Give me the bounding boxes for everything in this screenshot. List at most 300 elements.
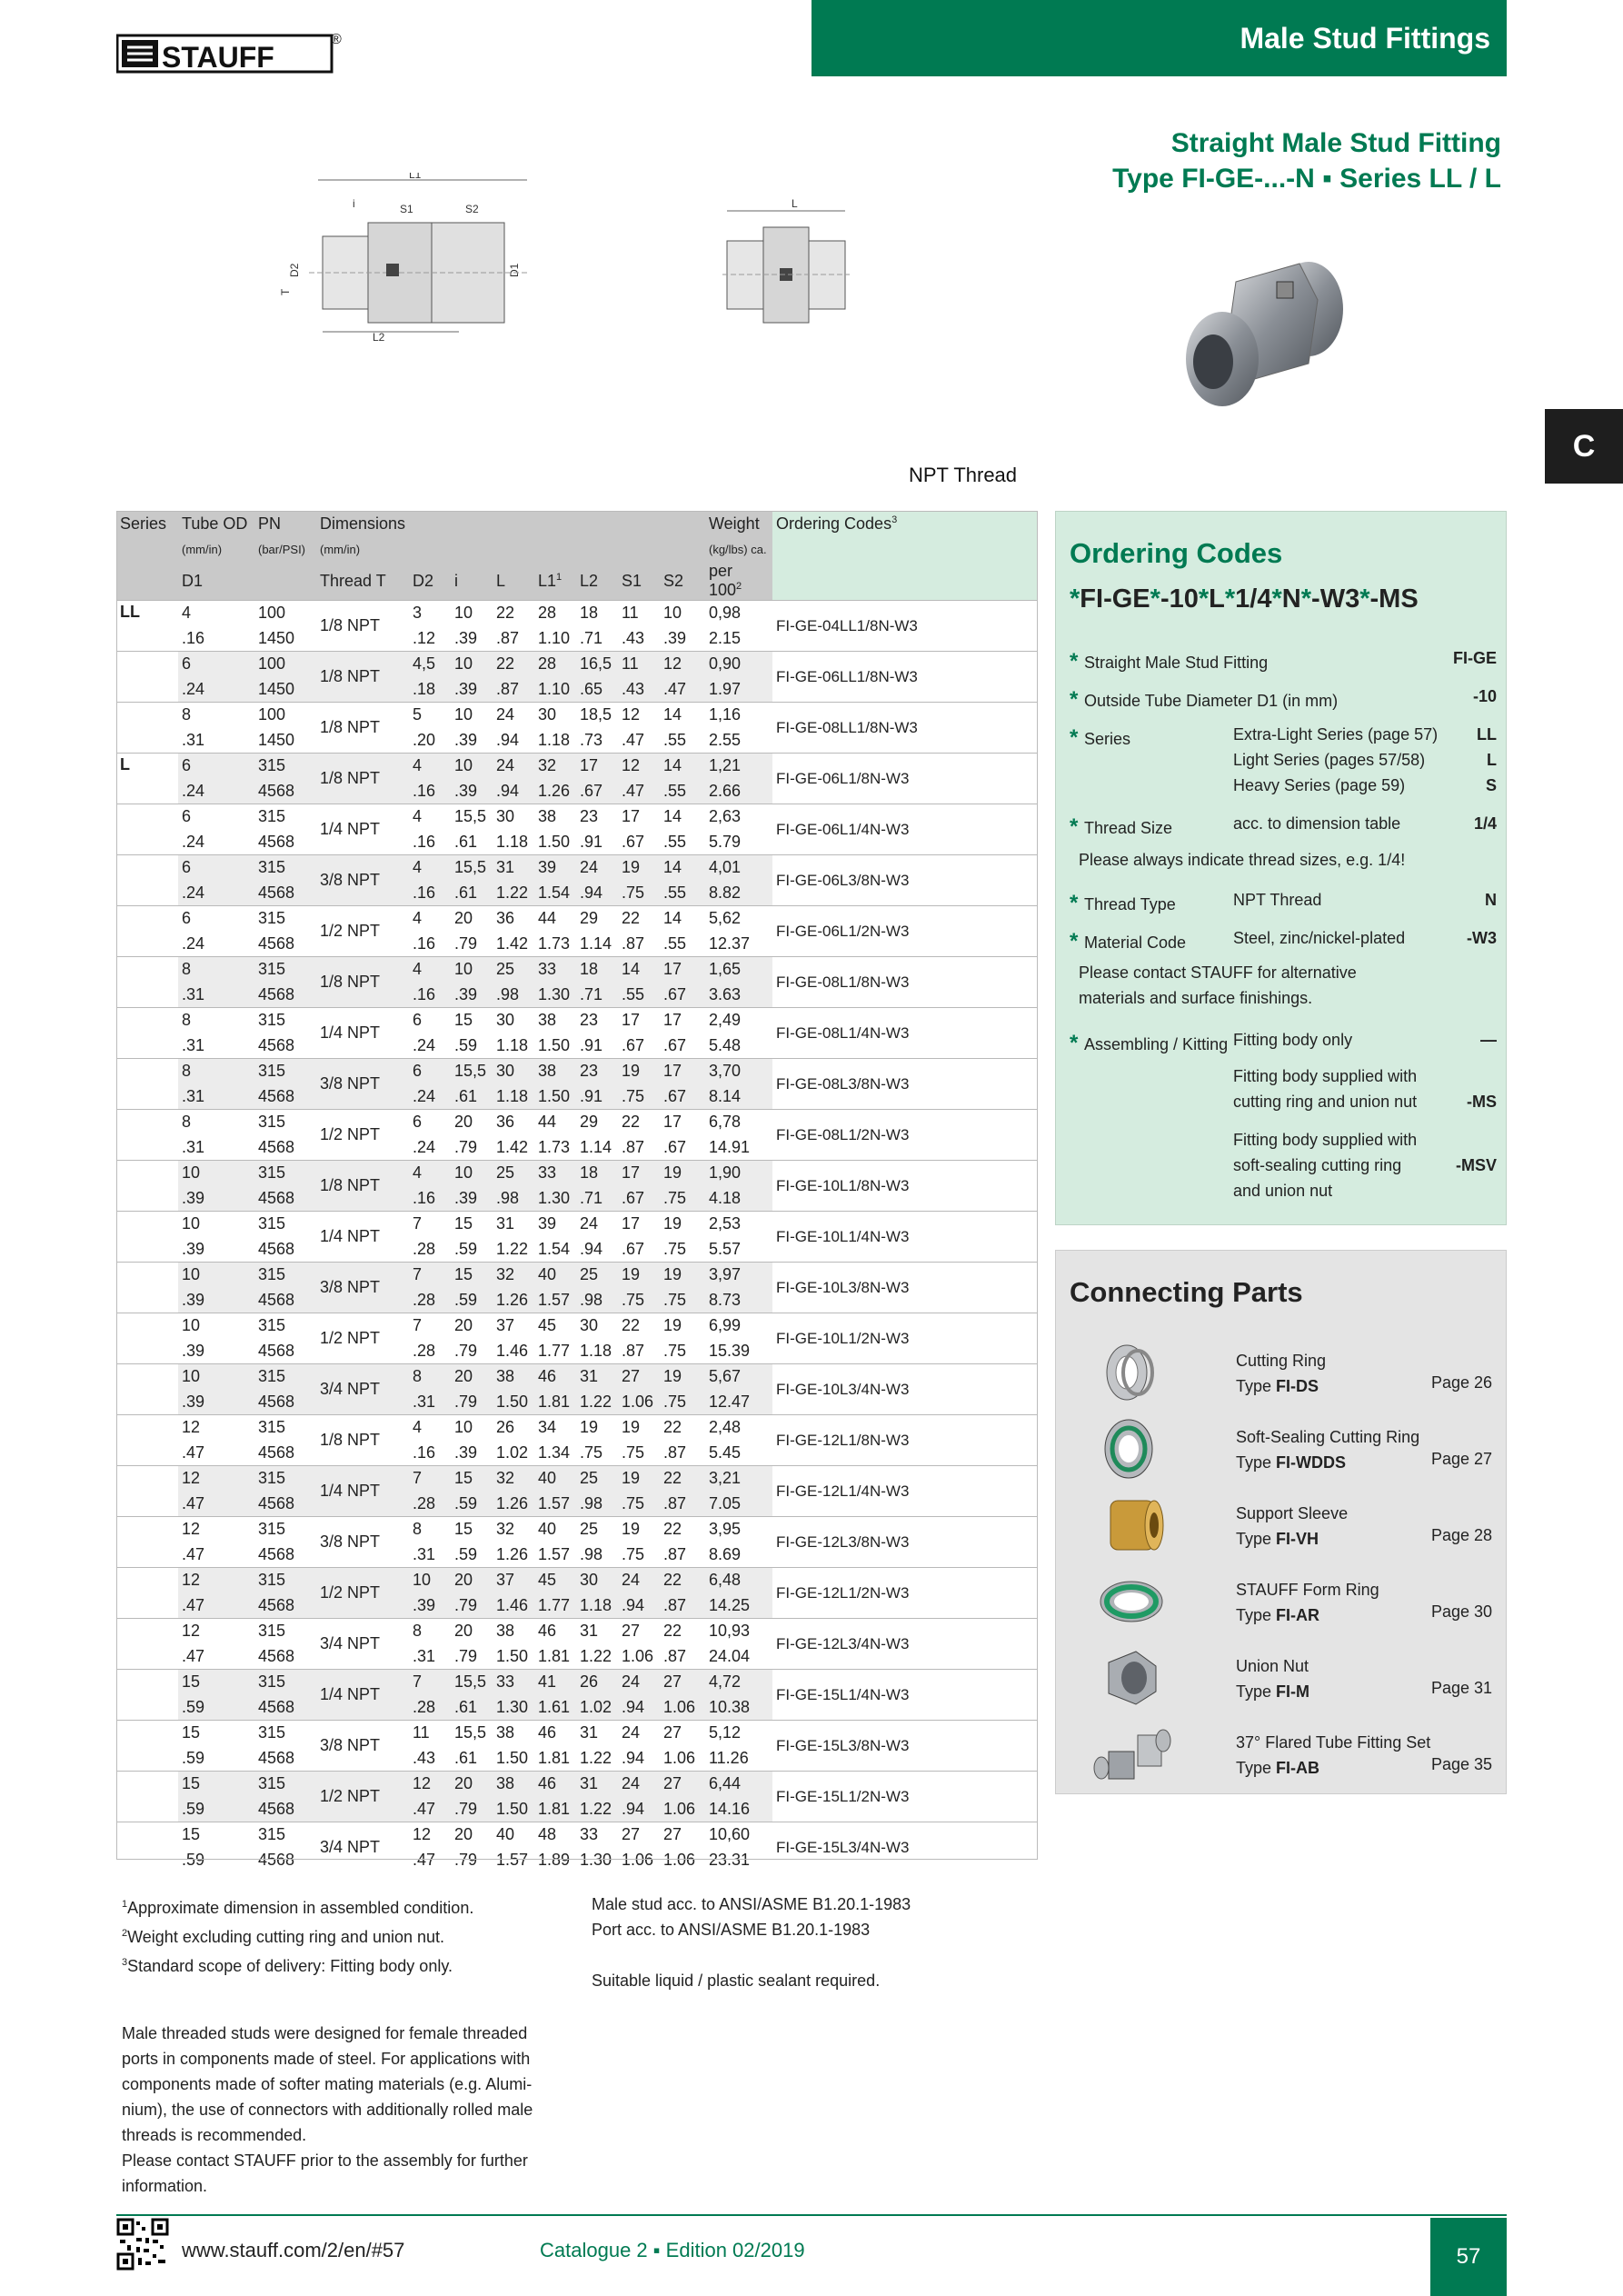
page-number-text: 57 <box>1456 2244 1481 2269</box>
i-cell: 15,5 <box>451 1059 493 1084</box>
s1-cell: 14 <box>618 957 660 983</box>
tube-od-cell: .59 <box>178 1848 254 1873</box>
note-line: ports in components made of steel. For applications with <box>122 2050 531 2068</box>
s2-cell: 22 <box>660 1619 705 1644</box>
l-cell: 1.18 <box>493 1033 534 1059</box>
l2-cell: 24 <box>576 855 618 881</box>
s2-cell: .47 <box>660 677 705 703</box>
pn-cell: 4568 <box>254 1746 316 1772</box>
thread-cell: 3/8 NPT <box>316 1721 409 1772</box>
i-cell: .59 <box>451 1492 493 1517</box>
s2-cell: .55 <box>660 830 705 855</box>
connecting-part-item[interactable] <box>1056 1415 1508 1492</box>
i-cell: .79 <box>451 1135 493 1161</box>
table-row <box>116 1517 1038 1542</box>
d2-cell: .47 <box>409 1848 451 1873</box>
w-cell: 2,48 <box>705 1415 772 1441</box>
s2-cell: 27 <box>660 1772 705 1797</box>
table-row <box>116 1772 1038 1797</box>
s2-cell: 1.06 <box>660 1695 705 1721</box>
l2-cell: 25 <box>576 1517 618 1542</box>
l-cell: 1.57 <box>493 1848 534 1873</box>
l1-cell: 1.34 <box>534 1441 576 1466</box>
l-cell: 37 <box>493 1568 534 1593</box>
i-cell: .61 <box>451 1084 493 1110</box>
thread-cell: 1/2 NPT <box>316 906 409 957</box>
standard-male-stud: Male stud acc. to ANSI/ASME B1.20.1-1983 <box>592 1895 911 1913</box>
l-cell: .98 <box>493 1186 534 1212</box>
w-cell: 3,70 <box>705 1059 772 1084</box>
part-page-ref[interactable]: Page 31 <box>1430 1679 1492 1697</box>
l1-cell: 1.50 <box>534 1084 576 1110</box>
l-cell: 1.18 <box>493 1084 534 1110</box>
l2-cell: .98 <box>576 1492 618 1517</box>
d2-cell: .31 <box>409 1644 451 1670</box>
s2-cell: 17 <box>660 957 705 983</box>
d2-cell: .24 <box>409 1033 451 1059</box>
l1-cell: 1.81 <box>534 1644 576 1670</box>
pn-cell: 315 <box>254 1415 316 1441</box>
i-cell: 10 <box>451 1415 493 1441</box>
ordering-value: LL <box>1477 725 1497 744</box>
d2-cell: 4,5 <box>409 652 451 677</box>
part-page-ref[interactable]: Page 30 <box>1430 1602 1492 1621</box>
connecting-part-item[interactable] <box>1056 1644 1508 1721</box>
l2-cell: 33 <box>576 1822 618 1848</box>
d2-cell: 7 <box>409 1263 451 1288</box>
i-cell: 10 <box>451 601 493 626</box>
l2-cell: 1.22 <box>576 1746 618 1772</box>
tube-od-cell: 6 <box>178 652 254 677</box>
s1-cell: 12 <box>618 754 660 779</box>
i-cell: 15 <box>451 1212 493 1237</box>
w-cell: 5,12 <box>705 1721 772 1746</box>
d2-cell: .28 <box>409 1695 451 1721</box>
col-l2: L2 <box>576 562 618 601</box>
tube-od-cell: 12 <box>178 1466 254 1492</box>
col-pn-unit: (bar/PSI) <box>254 536 316 562</box>
fitting-drawing <box>722 191 850 332</box>
l2-cell: 23 <box>576 1008 618 1033</box>
connecting-part-item[interactable] <box>1056 1721 1508 1797</box>
tube-od-cell: 10 <box>178 1161 254 1186</box>
l2-cell: 18,5 <box>576 703 618 728</box>
connecting-part-item[interactable] <box>1056 1339 1508 1415</box>
tube-od-cell: 10 <box>178 1263 254 1288</box>
s1-cell: .67 <box>618 830 660 855</box>
part-type: FI-WDDS <box>1276 1453 1347 1472</box>
i-cell: .39 <box>451 983 493 1008</box>
col-dimensions: Dimensions <box>316 511 409 536</box>
tube-od-cell: .24 <box>178 932 254 957</box>
d2-cell: 7 <box>409 1313 451 1339</box>
code-segment: L <box>1209 584 1225 614</box>
part-type: FI-DS <box>1276 1377 1319 1395</box>
tube-od-cell: .39 <box>178 1390 254 1415</box>
series-cell <box>116 652 178 703</box>
tube-od-cell: 8 <box>178 957 254 983</box>
i-cell: .39 <box>451 728 493 754</box>
s2-cell: 1.06 <box>660 1848 705 1873</box>
s2-cell: .75 <box>660 1237 705 1263</box>
part-name: STAUFF Form Ring <box>1236 1581 1379 1599</box>
col-weight: Weight <box>705 511 772 536</box>
tube-od-cell: 8 <box>178 1110 254 1135</box>
s1-cell: 12 <box>618 703 660 728</box>
note-line: threads is recommended. <box>122 2126 307 2144</box>
thread-cell: 3/8 NPT <box>316 855 409 906</box>
ordering-code-cell: FI-GE-08L1/4N-W3 <box>772 1008 1038 1059</box>
l1-cell: 39 <box>534 1212 576 1237</box>
s1-cell: .67 <box>618 1033 660 1059</box>
col-s1: S1 <box>618 562 660 601</box>
s2-cell: .67 <box>660 1135 705 1161</box>
ordering-label: Outside Tube Diameter D1 (in mm) <box>1084 692 1339 710</box>
col-s2: S2 <box>660 562 705 601</box>
l2-cell: 1.18 <box>576 1593 618 1619</box>
i-cell: .79 <box>451 932 493 957</box>
l1-cell: 1.73 <box>534 932 576 957</box>
ordering-row <box>1070 891 1497 916</box>
l-cell: .94 <box>493 779 534 804</box>
col-tube-od-unit: (mm/in) <box>178 536 254 562</box>
ordering-code-cell: FI-GE-15L3/8N-W3 <box>772 1721 1038 1772</box>
w-cell: 5.48 <box>705 1033 772 1059</box>
qr-code-icon[interactable] <box>116 2218 169 2271</box>
d2-cell: 8 <box>409 1517 451 1542</box>
i-cell: 15,5 <box>451 855 493 881</box>
l-cell: 1.46 <box>493 1593 534 1619</box>
part-name: Soft-Sealing Cutting Ring <box>1236 1428 1420 1446</box>
ordering-option: soft-sealing cutting ring <box>1233 1156 1402 1174</box>
l-cell: 36 <box>493 1110 534 1135</box>
s1-cell: 22 <box>618 1110 660 1135</box>
w-cell: 6,99 <box>705 1313 772 1339</box>
s2-cell: 1.06 <box>660 1797 705 1822</box>
pn-cell: 315 <box>254 855 316 881</box>
d2-cell: 4 <box>409 754 451 779</box>
sealant-note: Suitable liquid / plastic sealant required. <box>592 1972 881 1990</box>
asterisk-marker: * <box>1224 584 1236 614</box>
i-cell: 20 <box>451 1364 493 1390</box>
ordering-row <box>1070 851 1497 870</box>
ordering-code-cell: FI-GE-10L1/2N-W3 <box>772 1313 1038 1364</box>
s1-cell: .75 <box>618 1441 660 1466</box>
l2-cell: 18 <box>576 957 618 983</box>
ordering-value: FI-GE <box>1453 649 1497 667</box>
l2-cell: 18 <box>576 601 618 626</box>
d2-cell: 7 <box>409 1466 451 1492</box>
s1-cell: .55 <box>618 983 660 1008</box>
l-cell: 1.42 <box>493 1135 534 1161</box>
w-cell: 10.38 <box>705 1695 772 1721</box>
l-cell: 31 <box>493 1212 534 1237</box>
connecting-part-item[interactable] <box>1056 1492 1508 1568</box>
tube-od-cell: 8 <box>178 1059 254 1084</box>
part-name: Union Nut <box>1236 1657 1309 1675</box>
d2-cell: .28 <box>409 1339 451 1364</box>
soft-sealing-ring-icon <box>1090 1415 1172 1482</box>
s2-cell: 1.06 <box>660 1746 705 1772</box>
s1-cell: 17 <box>618 1161 660 1186</box>
pn-cell: 315 <box>254 1263 316 1288</box>
thread-cell: 3/8 NPT <box>316 1263 409 1313</box>
ordering-value: — <box>1480 1031 1497 1049</box>
thread-cell: 1/2 NPT <box>316 1313 409 1364</box>
l-cell: 24 <box>493 703 534 728</box>
tube-od-cell: 12 <box>178 1619 254 1644</box>
tube-od-cell: 15 <box>178 1772 254 1797</box>
l1-cell: 1.26 <box>534 779 576 804</box>
d2-cell: .16 <box>409 983 451 1008</box>
i-cell: 15 <box>451 1263 493 1288</box>
table-row <box>116 1466 1038 1492</box>
s1-cell: .43 <box>618 626 660 652</box>
s1-cell: 19 <box>618 1415 660 1441</box>
i-cell: 20 <box>451 1822 493 1848</box>
l-cell: 30 <box>493 804 534 830</box>
code-segment: -W3 <box>1311 584 1360 614</box>
tube-od-cell: .39 <box>178 1339 254 1364</box>
l2-cell: .91 <box>576 1084 618 1110</box>
w-cell: 1,65 <box>705 957 772 983</box>
l-cell: 1.26 <box>493 1288 534 1313</box>
w-cell: 10,60 <box>705 1822 772 1848</box>
s1-cell: .47 <box>618 779 660 804</box>
pn-cell: 4568 <box>254 932 316 957</box>
tube-od-cell: .16 <box>178 626 254 652</box>
tube-od-cell: .31 <box>178 1033 254 1059</box>
s1-cell: 11 <box>618 601 660 626</box>
d2-cell: .16 <box>409 1186 451 1212</box>
thread-cell: 1/2 NPT <box>316 1110 409 1161</box>
ordering-code-cell: FI-GE-10L1/8N-W3 <box>772 1161 1038 1212</box>
note-line: information. <box>122 2177 208 2195</box>
series-cell <box>116 1619 178 1670</box>
ordering-option: Fitting body supplied with <box>1233 1131 1418 1149</box>
ordering-code-cell: FI-GE-12L1/2N-W3 <box>772 1568 1038 1619</box>
l2-cell: 1.02 <box>576 1695 618 1721</box>
table-row <box>116 703 1038 728</box>
s1-cell: 17 <box>618 1212 660 1237</box>
l-cell: .87 <box>493 626 534 652</box>
l-cell: 1.26 <box>493 1492 534 1517</box>
l1-cell: 38 <box>534 1008 576 1033</box>
s2-cell: 14 <box>660 804 705 830</box>
l2-cell: 19 <box>576 1415 618 1441</box>
w-cell: 14.91 <box>705 1135 772 1161</box>
w-cell: 4,01 <box>705 855 772 881</box>
part-type-prefix: Type <box>1236 1453 1277 1472</box>
l1-cell: 48 <box>534 1822 576 1848</box>
d2-cell: .16 <box>409 830 451 855</box>
pn-cell: 1450 <box>254 626 316 652</box>
part-name: Cutting Ring <box>1236 1352 1327 1370</box>
i-cell: .39 <box>451 779 493 804</box>
ordering-note: materials and surface finishings. <box>1079 989 1313 1007</box>
table-row <box>116 601 1038 626</box>
pn-cell: 4568 <box>254 1848 316 1873</box>
connecting-parts-panel <box>1055 1250 1507 1794</box>
d2-cell: 4 <box>409 906 451 932</box>
s2-cell: 19 <box>660 1263 705 1288</box>
w-cell: 0,90 <box>705 652 772 677</box>
w-cell: 12.47 <box>705 1390 772 1415</box>
l1-cell: 1.57 <box>534 1492 576 1517</box>
part-name: Support Sleeve <box>1236 1504 1349 1522</box>
l2-cell: 23 <box>576 804 618 830</box>
i-cell: 10 <box>451 1161 493 1186</box>
footer-url[interactable]: www.stauff.com/2/en/#57 <box>182 2239 405 2261</box>
l1-cell: 28 <box>534 601 576 626</box>
l1-cell: 30 <box>534 703 576 728</box>
tube-od-cell: .39 <box>178 1288 254 1313</box>
l1-cell: 38 <box>534 1059 576 1084</box>
d2-cell: 4 <box>409 1161 451 1186</box>
asterisk-marker: * <box>1070 929 1085 953</box>
table-row <box>116 1263 1038 1288</box>
l1-cell: 44 <box>534 1110 576 1135</box>
i-cell: .79 <box>451 1848 493 1873</box>
part-page-ref[interactable]: Page 28 <box>1430 1526 1492 1544</box>
ordering-option: Light Series (pages 57/58) <box>1233 751 1426 769</box>
pn-cell: 4568 <box>254 1033 316 1059</box>
s2-cell: 22 <box>660 1415 705 1441</box>
s2-cell: 27 <box>660 1822 705 1848</box>
l2-cell: 29 <box>576 1110 618 1135</box>
part-type-prefix: Type <box>1236 1530 1277 1548</box>
l-cell: 24 <box>493 754 534 779</box>
l1-cell: 34 <box>534 1415 576 1441</box>
w-cell: 10,93 <box>705 1619 772 1644</box>
s1-cell: .75 <box>618 1542 660 1568</box>
ordering-code-cell: FI-GE-12L1/4N-W3 <box>772 1466 1038 1517</box>
tube-od-cell: 8 <box>178 1008 254 1033</box>
s1-cell: .75 <box>618 881 660 906</box>
tube-od-cell: 10 <box>178 1313 254 1339</box>
col-d2: D2 <box>409 562 451 601</box>
ordering-option: and union nut <box>1233 1182 1333 1200</box>
code-segment: -10 <box>1160 584 1199 614</box>
thread-cell: 1/4 NPT <box>316 1466 409 1517</box>
table-row <box>116 1568 1038 1593</box>
l2-cell: 1.30 <box>576 1848 618 1873</box>
w-cell: 2.55 <box>705 728 772 754</box>
table-row <box>116 804 1038 830</box>
l2-cell: .73 <box>576 728 618 754</box>
union-nut-icon <box>1090 1644 1172 1712</box>
s1-cell: 27 <box>618 1619 660 1644</box>
d2-cell: .18 <box>409 677 451 703</box>
l1-cell: 1.50 <box>534 830 576 855</box>
tube-od-cell: 6 <box>178 906 254 932</box>
d2-cell: .12 <box>409 626 451 652</box>
table-row <box>116 754 1038 779</box>
thread-cell: 1/4 NPT <box>316 804 409 855</box>
pn-cell: 315 <box>254 1212 316 1237</box>
d2-cell: .16 <box>409 1441 451 1466</box>
footnote-1: $^1$Approximate dimension in assembled condition. <box>122 1899 474 1917</box>
l-cell: 1.46 <box>493 1339 534 1364</box>
i-cell: 15,5 <box>451 804 493 830</box>
part-page-ref[interactable]: Page 27 <box>1430 1450 1492 1468</box>
l-cell: 26 <box>493 1415 534 1441</box>
ordering-label: Series <box>1084 730 1131 748</box>
l2-cell: 1.22 <box>576 1644 618 1670</box>
series-cell <box>116 1110 178 1161</box>
tube-od-cell: .31 <box>178 983 254 1008</box>
s2-cell: 19 <box>660 1364 705 1390</box>
asterisk-marker: * <box>1150 584 1160 614</box>
l2-cell: 23 <box>576 1059 618 1084</box>
col-d1: D1 <box>178 562 254 601</box>
ordering-label: Assembling / Kitting <box>1084 1035 1229 1053</box>
series-cell <box>116 1415 178 1466</box>
ordering-value: -10 <box>1472 687 1497 705</box>
pn-cell: 4568 <box>254 1797 316 1822</box>
ordering-row <box>1070 963 1497 983</box>
s2-cell: .67 <box>660 1084 705 1110</box>
ordering-codes-panel <box>1055 511 1507 1225</box>
series-cell <box>116 957 178 1008</box>
connecting-part-item[interactable] <box>1056 1568 1508 1644</box>
w-cell: 8.82 <box>705 881 772 906</box>
s1-cell: 24 <box>618 1670 660 1695</box>
s1-cell: 22 <box>618 906 660 932</box>
l1-cell: 44 <box>534 906 576 932</box>
d2-cell: .28 <box>409 1492 451 1517</box>
ordering-value: 1/4 <box>1473 814 1497 833</box>
table-row <box>116 1161 1038 1186</box>
l-cell: 22 <box>493 601 534 626</box>
part-page-ref[interactable]: Page 35 <box>1430 1755 1492 1773</box>
table-row <box>116 1110 1038 1135</box>
l2-cell: 24 <box>576 1212 618 1237</box>
d2-cell: .28 <box>409 1288 451 1313</box>
pn-cell: 4568 <box>254 1339 316 1364</box>
ordering-option: Steel, zinc/nickel-plated <box>1233 929 1406 947</box>
l2-cell: .67 <box>576 779 618 804</box>
s2-cell: 10 <box>660 601 705 626</box>
col-l: L <box>493 562 534 601</box>
l2-cell: .75 <box>576 1441 618 1466</box>
s2-cell: 17 <box>660 1059 705 1084</box>
ordering-value: L <box>1487 751 1497 769</box>
part-name-block <box>1236 1577 1379 1628</box>
series-cell <box>116 1161 178 1212</box>
s2-cell: 27 <box>660 1721 705 1746</box>
table-row <box>116 1008 1038 1033</box>
dimension-table <box>116 511 1038 1873</box>
svg-text:D2: D2 <box>288 263 301 277</box>
series-cell <box>116 1313 178 1364</box>
note-line: Male threaded studs were designed for female threaded <box>122 2024 528 2042</box>
l2-cell: 30 <box>576 1313 618 1339</box>
tube-od-cell: 10 <box>178 1364 254 1390</box>
s2-cell: .55 <box>660 932 705 957</box>
part-page-ref[interactable]: Page 26 <box>1430 1373 1492 1392</box>
d2-cell: .16 <box>409 881 451 906</box>
ordering-row <box>1070 989 1497 1008</box>
section-title: Male Stud Fittings <box>1240 21 1490 55</box>
s1-cell: 19 <box>618 1059 660 1084</box>
s2-cell: .75 <box>660 1390 705 1415</box>
part-name-block <box>1236 1730 1430 1781</box>
s1-cell: 1.06 <box>618 1644 660 1670</box>
s2-cell: .87 <box>660 1644 705 1670</box>
table-row <box>116 906 1038 932</box>
w-cell: 6,78 <box>705 1110 772 1135</box>
